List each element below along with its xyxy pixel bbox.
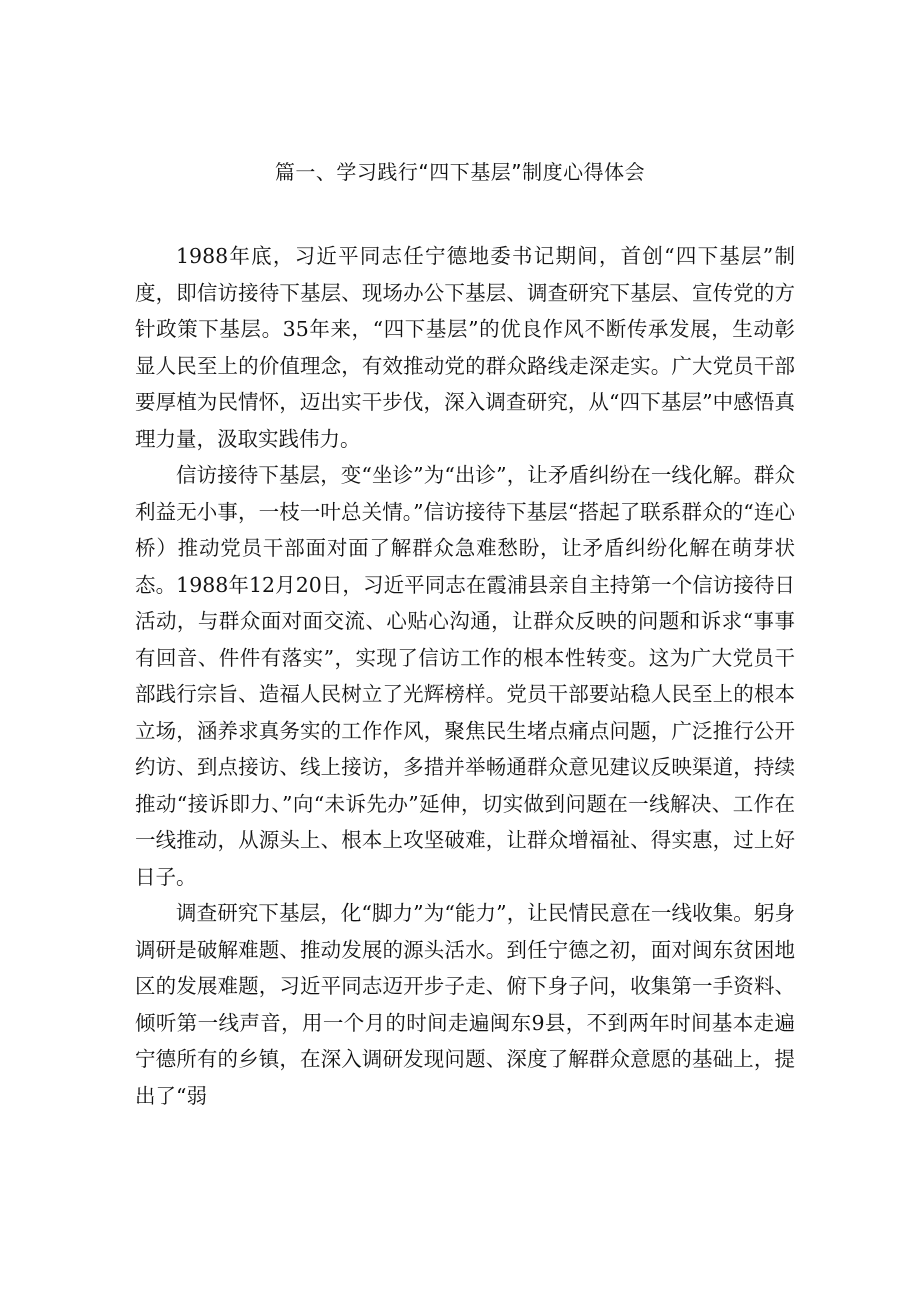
paragraph-1: 1988年底，习近平同志任宁德地委书记期间，首创“四下基层”制度，即信访接待下基层、现场办公下基层、调查研究下基层、宣传党的方针政策下基层。35年来，“四下基层”的优良作风不断传承发展，生动彰显人民至上的价值理念，有效推动党的群众路线走深走实。广大党员干部要厚植为民情怀，迈出实干步伐，深入调查研究，从“四下基层”中感悟真理力量，汲取实践伟力。 (135, 244, 795, 451)
document-body (135, 238, 795, 1114)
document-title: 篇一、学习践行“四下基层”制度心得体会 (274, 160, 646, 184)
paragraph-2: 信访接待下基层，变“坐诊”为“出诊”，让矛盾纠纷在一线化解。群众利益无小事，一枝一叶总关情。”信访接待下基层“搭起了联系群众的“连心桥）推动党员干部面对面了解群众急难愁盼，让矛盾纠纷化解在萌芽状态。1988年12月20日，习近平同志在霞浦县亲自主持第一个信访接待日活动，与群众面对面交流、心贴心沟通，让群众反映的问题和诉求“事事有回音、件件有落实”，实现了信访工作的根本性转变。这为广大党员干部践行宗旨、造福人民树立了光辉榜样。党员干部要站稳人民至上的根本立场，涵养求真务实的工作作风，聚焦民生堵点痛点问题，广泛推行公开约访、到点接访、线上接访，多措并举畅通群众意见建议反映渠道，持续推动“接诉即力、”向“未诉先办”延伸，切实做到问题在一线解决、工作在一线推动，从源头上、根本上攻坚破难，让群众增福祉、得实惠，过上好日子。 (135, 463, 795, 889)
paragraph-3: 调查研究下基层，化“脚力”为“能力”，让民情民意在一线收集。躬身调研是破解难题、推动发展的源头活水。到任宁德之初，面对闽东贫困地区的发展难题，习近平同志迈开步子走、俯下身子问，收集第一手资料、倾听第一线声音，用一个月的时间走遍闽东9县，不到两年时间基本走遍宁德所有的乡镇，在深入调研发现问题、深度了解群众意愿的基础上，提出了“弱 (135, 901, 795, 1108)
